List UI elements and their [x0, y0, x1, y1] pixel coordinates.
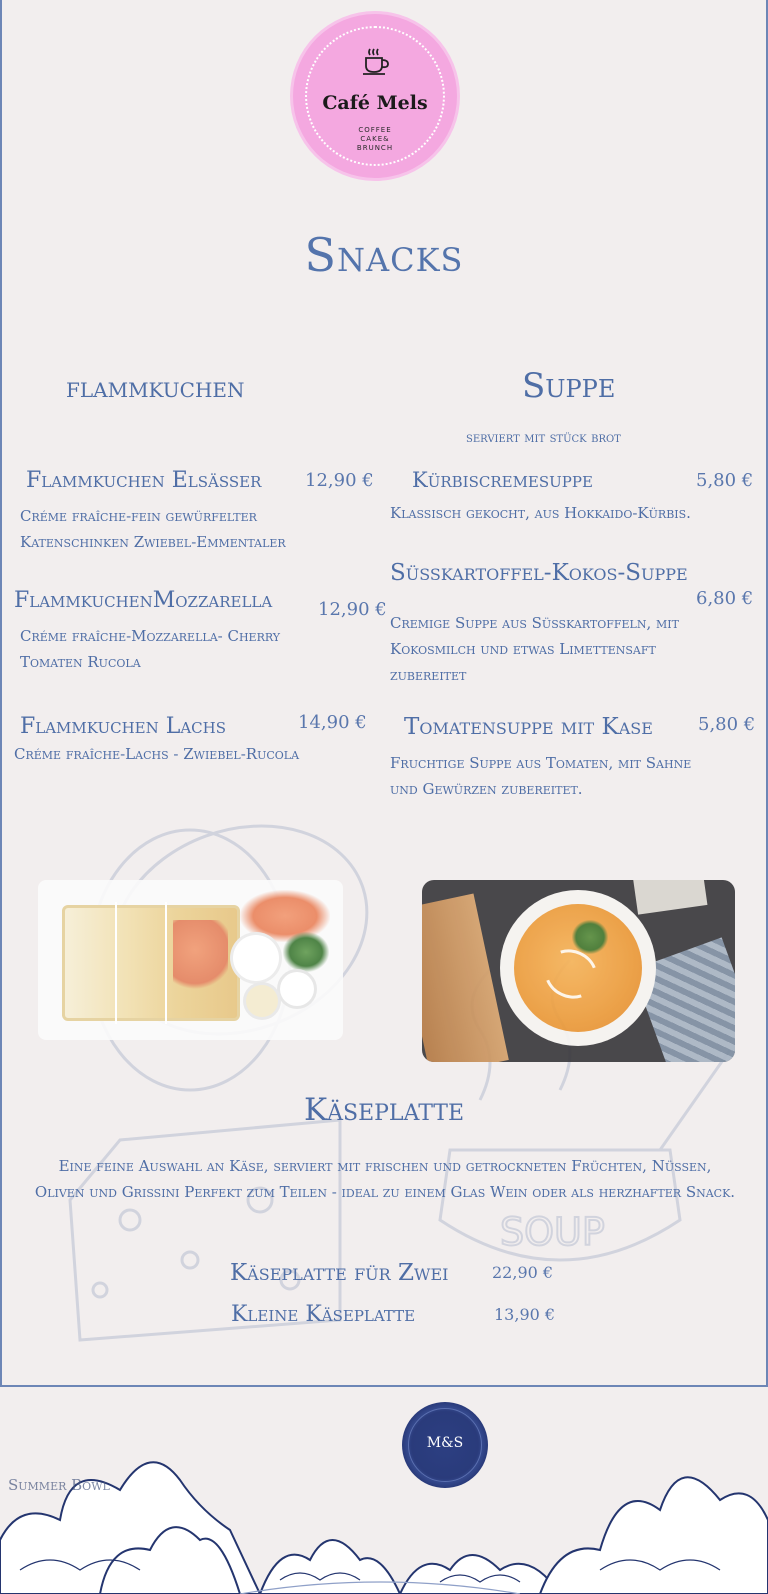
kaseplatte-heading: Käseplatte	[303, 1092, 465, 1128]
kaseplatte-desc-line: Oliven und Grissini Perfekt zum Teilen - ideal zu einem Glas Wein oder als herzhafter Snack.	[34, 1183, 736, 1201]
menu-item-price: 13,90 €	[494, 1305, 556, 1324]
menu-item-desc: Tomaten Rucola	[20, 653, 141, 671]
menu-item-desc: Cremige Suppe aus Süsskartoffeln, mit	[390, 614, 679, 632]
footer-text: Summer Bowl	[8, 1476, 110, 1494]
menu-item-price: 12,90 €	[318, 599, 387, 620]
menu-item-desc: Klassisch gekocht, aus Hokkaido-Kürbis.	[390, 504, 691, 522]
menu-item-price: 14,90 €	[298, 712, 367, 733]
pepper-bowl-image	[280, 972, 314, 1006]
flammkuchen-dough-image	[62, 905, 240, 1021]
cafe-logo	[293, 14, 457, 178]
cheese-bowl-image	[246, 985, 278, 1017]
menu-item-name: Käseplatte für Zwei	[230, 1260, 449, 1286]
menu-item-name: Kleine Käseplatte	[231, 1302, 416, 1327]
seal-text: M&S	[426, 1435, 464, 1451]
menu-item-price: 5,80 €	[696, 470, 754, 491]
kaseplatte-desc-line: Eine feine Auswahl an Käse, serviert mit frischen und getrockneten Früchten, Nüssen,	[58, 1157, 712, 1175]
menu-item-name: Flammkuchen Elsässer	[26, 468, 262, 493]
logo-tagline-3: BRUNCH	[356, 144, 394, 152]
menu-item-desc: Créme fraîche-Mozzarella- Cherry	[20, 627, 281, 645]
menu-item-desc: Créme fraîche-Lachs - Zwiebel-Rucola	[14, 745, 300, 763]
menu-item-desc: Fruchtige Suppe aus Tomaten, mit Sahne	[390, 754, 692, 772]
suppe-heading: Suppe	[522, 366, 616, 406]
landscape-illustration	[0, 1420, 768, 1594]
herbs-image	[283, 932, 329, 972]
menu-item-desc: zubereitet	[390, 666, 467, 684]
menu-item-price: 12,90 €	[305, 470, 374, 491]
kaseplatte-desc	[30, 1153, 740, 1205]
menu-item-name: Kürbiscremesuppe	[412, 468, 593, 492]
menu-item-name: Tomatensuppe mit Kase	[404, 714, 653, 740]
ms-seal-logo	[402, 1402, 488, 1488]
soup-watermark-text: SOUP	[500, 1210, 605, 1254]
logo-tagline-1: COFFEE	[358, 126, 392, 134]
menu-item-desc: Créme fraîche-fein gewürfelter	[20, 507, 257, 525]
menu-item-desc: Katenschinken Zwiebel-Emmentaler	[20, 533, 286, 551]
logo-tagline-2: CAKE&	[360, 135, 390, 143]
cream-bowl-image	[233, 935, 279, 981]
menu-item-desc: und Gewürzen zubereitet.	[390, 780, 583, 798]
menu-item-price: 5,80 €	[698, 714, 756, 735]
soup-photo	[422, 880, 735, 1062]
suppe-subheading: serviert mit stück brot	[466, 430, 621, 446]
menu-item-price: 22,90 €	[492, 1263, 554, 1282]
flammkuchen-heading: flammkuchen	[66, 370, 245, 404]
menu-item-name: Süsskartoffel-Kokos-Suppe	[390, 560, 688, 586]
footer-divider	[0, 1385, 768, 1387]
page-title: Snacks	[304, 228, 464, 282]
menu-item-name: Flammkuchen Lachs	[20, 714, 226, 739]
logo-name: Café Mels	[322, 92, 428, 114]
menu-item-price: 6,80 €	[696, 588, 754, 609]
left-border	[0, 0, 2, 1385]
coffee-cup-icon	[293, 44, 457, 82]
menu-item-desc: Kokosmilch und etwas Limettensaft	[390, 640, 656, 658]
menu-item-name: FlammkuchenMozzarella	[14, 588, 273, 613]
